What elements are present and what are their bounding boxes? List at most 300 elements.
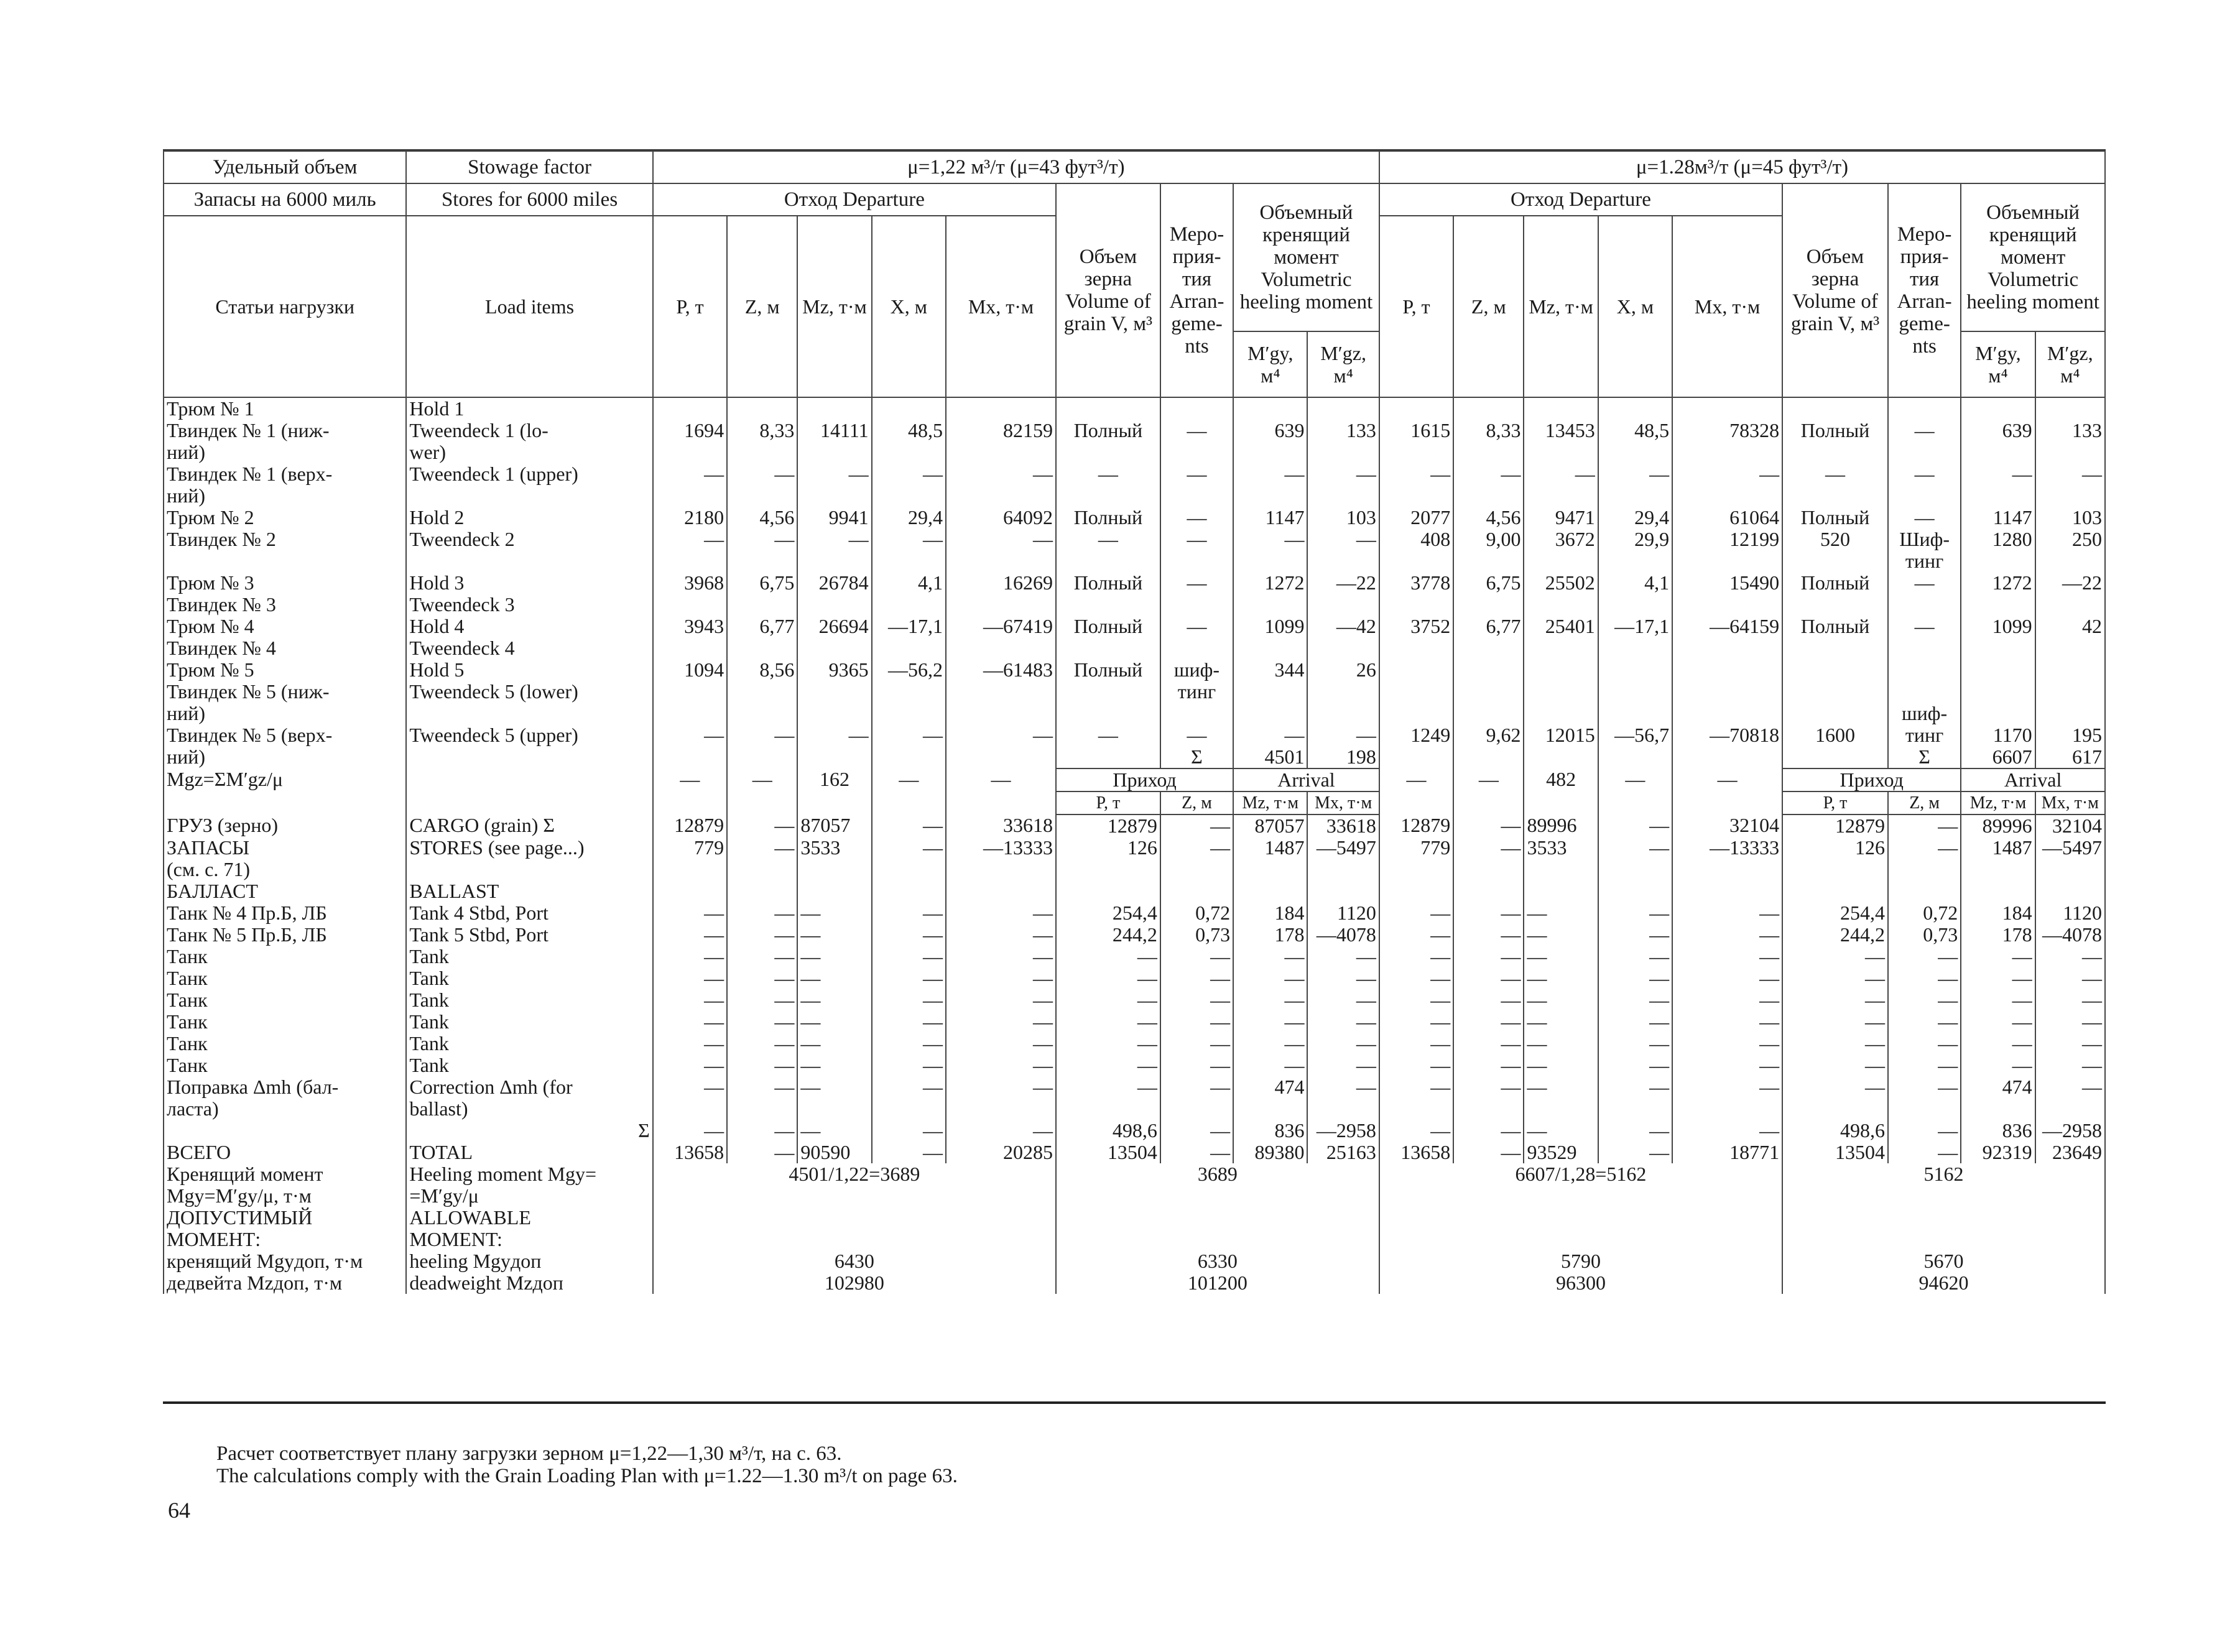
table-cell: 6,77 — [1453, 616, 1524, 637]
table-cell — [727, 441, 797, 463]
table-cell — [1782, 485, 1888, 507]
table-cell: 836 — [1961, 1120, 2035, 1142]
table-cell: Tweendeck 1 (upper) — [406, 463, 652, 485]
table-cell: — — [1598, 1054, 1672, 1076]
table-cell: — — [1307, 1011, 1379, 1033]
table-cell: 1120 — [1307, 902, 1379, 924]
table-cell — [2035, 659, 2105, 681]
table-cell: Танк — [164, 967, 406, 989]
table-cell: — — [1233, 528, 1307, 550]
footnote-en: The calculations comply with the Grain Loading Plan with μ=1.22—1.30 m³/t on page 63. — [216, 1465, 958, 1487]
table-cell: 3533 — [797, 837, 871, 859]
table-cell: — — [872, 902, 946, 924]
table-cell: —13333 — [1672, 837, 1782, 859]
table-cell: — — [1453, 814, 1524, 837]
table-cell — [1888, 659, 1961, 681]
table-cell — [797, 1098, 871, 1120]
table-cell: — — [1782, 463, 1888, 485]
table-cell: — — [1672, 1054, 1782, 1076]
heeling-row — [164, 1163, 2105, 1185]
table-cell: 0,73 — [1160, 924, 1233, 946]
table-cell: — — [1160, 724, 1233, 746]
table-cell: Твиндек № 2 — [164, 528, 406, 550]
table-cell — [1782, 594, 1888, 616]
table-cell: — — [946, 989, 1056, 1011]
table-cell — [1961, 637, 2035, 659]
table-cell: 48,5 — [1598, 420, 1672, 441]
table-cell: — — [1160, 989, 1233, 1011]
table-row — [164, 967, 2105, 989]
table-cell — [653, 485, 727, 507]
table-cell: 16269 — [946, 572, 1056, 594]
table-cell: 1170 — [1961, 724, 2035, 746]
table-cell: 408 — [1379, 528, 1453, 550]
table-cell: Tweendeck 5 (upper) — [406, 724, 652, 746]
table-cell — [1598, 397, 1672, 420]
table-cell: — — [1524, 946, 1598, 967]
table-cell: 1487 — [1961, 837, 2035, 859]
table-row — [164, 814, 2105, 837]
table-cell: — — [946, 768, 1056, 814]
table-cell: — — [1379, 463, 1453, 485]
table-cell: —64159 — [1672, 616, 1782, 637]
table-cell — [797, 880, 871, 902]
table-cell: — — [797, 989, 871, 1011]
table-cell: — — [2035, 1033, 2105, 1054]
table-row — [164, 1098, 2105, 1120]
table-cell: 178 — [1233, 924, 1307, 946]
table-cell — [1160, 637, 1233, 659]
table-cell — [797, 637, 871, 659]
table-cell — [1379, 659, 1453, 681]
table-cell — [653, 637, 727, 659]
table-cell — [1453, 637, 1524, 659]
table-cell: Tank — [406, 1054, 652, 1076]
table-cell: 4,56 — [727, 507, 797, 528]
table-cell: 184 — [1233, 902, 1307, 924]
table-cell — [1961, 1098, 2035, 1120]
table-cell: 836 — [1233, 1120, 1307, 1142]
table-cell — [1888, 485, 1961, 507]
table-cell — [1233, 485, 1307, 507]
table-cell — [1307, 703, 1379, 724]
table-cell: Hold 5 — [406, 659, 652, 681]
table-cell: 133 — [2035, 420, 2105, 441]
table-cell — [653, 441, 727, 463]
table-cell: — — [1961, 1033, 2035, 1054]
table-cell — [797, 681, 871, 703]
table-cell: — — [1782, 967, 1888, 989]
table-cell: — — [1961, 1011, 2035, 1033]
table-cell — [797, 859, 871, 880]
table-cell: BALLAST — [406, 880, 652, 902]
table-cell — [1672, 441, 1782, 463]
table-cell: Tank 5 Stbd, Port — [406, 924, 652, 946]
table-cell: — — [1160, 616, 1233, 637]
table-cell: — — [946, 1033, 1056, 1054]
table-row — [164, 616, 2105, 637]
table-cell: — — [1672, 967, 1782, 989]
table-cell: 13504 — [1056, 1142, 1160, 1163]
header-mu-1: μ=1,22 м³/т (μ=43 фут³/т) — [653, 151, 1379, 183]
table-cell — [1782, 746, 1888, 768]
table-cell: — — [653, 1076, 727, 1098]
table-cell: — — [1524, 924, 1598, 946]
table-cell — [872, 746, 946, 768]
table-cell — [1379, 441, 1453, 463]
table-cell — [1056, 485, 1160, 507]
header-departure-1: Отход Departure — [653, 183, 1056, 216]
table-cell: — — [1888, 946, 1961, 967]
table-cell: — — [1453, 1076, 1524, 1098]
table-cell: — — [653, 924, 727, 946]
header-heeling-1: Объемный кренящий момент Volumetric heeling moment — [1233, 183, 1379, 331]
table-cell: 162 — [797, 768, 871, 814]
table-cell: 102980 — [653, 1272, 1056, 1294]
table-cell: —70818 — [1672, 724, 1782, 746]
table-cell: 8,33 — [727, 420, 797, 441]
table-cell: 13658 — [1379, 1142, 1453, 1163]
table-cell: 254,4 — [1782, 902, 1888, 924]
table-cell: 5670 — [1782, 1250, 2105, 1272]
table-cell: — — [1379, 768, 1453, 814]
table-cell: Σ — [406, 1120, 652, 1142]
table-cell — [1453, 746, 1524, 768]
table-cell: 639 — [1961, 420, 2035, 441]
table-row — [164, 1033, 2105, 1054]
table-cell — [1782, 441, 1888, 463]
table-cell: — — [1453, 946, 1524, 967]
table-cell: — — [1782, 1011, 1888, 1033]
table-cell — [1672, 550, 1782, 572]
table-row — [164, 485, 2105, 507]
table-cell: 87057 — [1233, 814, 1307, 837]
table-cell: 89380 — [1233, 1142, 1307, 1163]
table-cell: 29,4 — [1598, 507, 1672, 528]
table-cell: — — [1961, 989, 2035, 1011]
table-row — [164, 924, 2105, 946]
table-cell: — — [1453, 1142, 1524, 1163]
table-cell — [2035, 550, 2105, 572]
table-cell: — — [1233, 989, 1307, 1011]
table-cell — [1379, 550, 1453, 572]
table-cell — [1782, 1098, 1888, 1120]
table-cell: ний) — [164, 703, 406, 724]
table-cell — [1056, 859, 1160, 880]
table-cell: 6607/1,28=5162 — [1379, 1163, 1782, 1185]
table-cell: —5497 — [1307, 837, 1379, 859]
table-cell — [1307, 637, 1379, 659]
table-cell: 195 — [2035, 724, 2105, 746]
table-cell — [1056, 1229, 1379, 1250]
table-cell — [1307, 880, 1379, 902]
table-cell: — — [727, 837, 797, 859]
table-cell: — — [1524, 989, 1598, 1011]
header-mu-2: μ=1.28м³/т (μ=45 фут³/т) — [1379, 151, 2105, 183]
table-cell: Твиндек № 5 (верх- — [164, 724, 406, 746]
table-cell: Arrival — [1233, 768, 1379, 791]
table-cell: Tweendeck 2 — [406, 528, 652, 550]
table-cell: — — [1453, 1033, 1524, 1054]
table-cell: Hold 4 — [406, 616, 652, 637]
table-cell: ALLOWABLE — [406, 1207, 652, 1229]
table-cell: — — [1672, 463, 1782, 485]
table-cell: — — [1888, 989, 1961, 1011]
table-cell — [1160, 859, 1233, 880]
table-cell — [946, 550, 1056, 572]
table-cell: 4,1 — [872, 572, 946, 594]
table-cell: — — [1961, 463, 2035, 485]
table-cell: — — [727, 1142, 797, 1163]
table-cell: ласта) — [164, 1098, 406, 1120]
table-cell: — — [727, 1011, 797, 1033]
table-cell — [727, 637, 797, 659]
table-cell — [1056, 681, 1160, 703]
table-cell: CARGO (grain) Σ — [406, 814, 652, 837]
table-cell — [1961, 397, 2035, 420]
table-cell — [1233, 637, 1307, 659]
table-cell: — — [1056, 946, 1160, 967]
table-row — [164, 572, 2105, 594]
table-cell: 90590 — [797, 1142, 871, 1163]
table-cell: — — [727, 463, 797, 485]
table-cell: Трюм № 4 — [164, 616, 406, 637]
table-cell — [1160, 550, 1233, 572]
table-cell — [727, 681, 797, 703]
table-cell — [1307, 485, 1379, 507]
table-cell — [1233, 703, 1307, 724]
table-cell: — — [1307, 1054, 1379, 1076]
table-cell: — — [653, 989, 727, 1011]
table-cell: — — [727, 967, 797, 989]
table-cell: —4078 — [1307, 924, 1379, 946]
table-cell — [1782, 659, 1888, 681]
table-cell: — — [1672, 1120, 1782, 1142]
table-cell — [1307, 1098, 1379, 1120]
table-cell: — — [1524, 902, 1598, 924]
header-x-2: X, м — [1598, 216, 1672, 397]
table-cell — [1307, 397, 1379, 420]
header-mz-1: Mz, т·м — [797, 216, 871, 397]
table-cell: 617 — [2035, 746, 2105, 768]
table-cell — [727, 880, 797, 902]
table-cell: — — [1379, 1054, 1453, 1076]
table-cell: 184 — [1961, 902, 2035, 924]
table-row — [164, 746, 2105, 768]
table-cell: — — [1307, 1033, 1379, 1054]
table-cell: — — [946, 902, 1056, 924]
table-cell — [2035, 880, 2105, 902]
table-cell — [1233, 681, 1307, 703]
table-cell: — — [1888, 1054, 1961, 1076]
table-cell: 5790 — [1379, 1250, 1782, 1272]
table-cell: — — [1524, 1011, 1598, 1033]
table-cell: Mx, т·м — [2035, 791, 2105, 814]
table-cell — [1056, 550, 1160, 572]
table-cell: Твиндек № 3 — [164, 594, 406, 616]
table-cell: — — [1782, 1033, 1888, 1054]
table-cell: — — [1160, 507, 1233, 528]
table-cell: — — [1056, 528, 1160, 550]
table-cell — [1598, 681, 1672, 703]
table-cell — [1782, 397, 1888, 420]
table-cell: — — [797, 528, 871, 550]
header-x-1: X, м — [872, 216, 946, 397]
table-cell: 254,4 — [1056, 902, 1160, 924]
table-cell: Танк — [164, 1054, 406, 1076]
table-cell: 1099 — [1961, 616, 2035, 637]
table-cell: 0,72 — [1160, 902, 1233, 924]
table-cell: 13658 — [653, 1142, 727, 1163]
table-cell: — — [1160, 814, 1233, 837]
table-cell: — — [2035, 1054, 2105, 1076]
table-cell: Твиндек № 4 — [164, 637, 406, 659]
table-cell: Поправка Δmh (бал- — [164, 1076, 406, 1098]
table-cell: — — [872, 1142, 946, 1163]
table-cell: — — [1233, 1054, 1307, 1076]
header-volume-1: Объем зерна Volume of grain V, м³ — [1056, 183, 1160, 397]
table-cell: — — [872, 1076, 946, 1098]
table-cell — [1524, 746, 1598, 768]
table-cell: MOMENT: — [406, 1229, 652, 1250]
table-cell — [1453, 1098, 1524, 1120]
table-cell: 29,4 — [872, 507, 946, 528]
table-cell — [1598, 859, 1672, 880]
table-cell — [1782, 550, 1888, 572]
table-cell: — — [872, 528, 946, 550]
header-load-items-ru: Статьи нагрузки — [164, 216, 406, 397]
table-cell — [1598, 659, 1672, 681]
table-cell: Полный — [1782, 572, 1888, 594]
table-cell: — — [1598, 1076, 1672, 1098]
table-cell — [1524, 550, 1598, 572]
table-row — [164, 420, 2105, 441]
table-cell: 15490 — [1672, 572, 1782, 594]
table-cell: — — [1160, 572, 1233, 594]
header-load-items-en: Load items — [406, 216, 652, 397]
table-cell: — — [872, 724, 946, 746]
table-cell — [653, 746, 727, 768]
table-cell: тинг — [1888, 550, 1961, 572]
table-cell: 4501 — [1233, 746, 1307, 768]
table-cell: 8,33 — [1453, 420, 1524, 441]
table-cell: Полный — [1056, 572, 1160, 594]
table-cell: 42 — [2035, 616, 2105, 637]
table-cell — [406, 550, 652, 572]
table-cell: Полный — [1782, 616, 1888, 637]
header-p-2: P, т — [1379, 216, 1453, 397]
allowable-heeling-row — [164, 1250, 2105, 1272]
table-cell — [1233, 550, 1307, 572]
table-cell: —17,1 — [872, 616, 946, 637]
table-cell: — — [1598, 1033, 1672, 1054]
table-cell: 474 — [1961, 1076, 2035, 1098]
table-cell — [727, 550, 797, 572]
table-cell: 1487 — [1233, 837, 1307, 859]
table-cell: Tweendeck 4 — [406, 637, 652, 659]
table-cell: — — [1598, 1011, 1672, 1033]
table-cell: 32104 — [2035, 814, 2105, 837]
table-cell: Полный — [1056, 659, 1160, 681]
table-cell — [1524, 659, 1598, 681]
table-cell: —13333 — [946, 837, 1056, 859]
table-cell — [1056, 1207, 1379, 1229]
table-cell: — — [727, 814, 797, 837]
table-cell — [872, 880, 946, 902]
table-cell: — — [727, 989, 797, 1011]
table-cell — [1888, 441, 1961, 463]
table-cell: 12015 — [1524, 724, 1598, 746]
table-cell: 12879 — [1379, 814, 1453, 837]
table-cell: — — [653, 463, 727, 485]
table-cell: — — [1598, 814, 1672, 837]
table-cell — [1379, 637, 1453, 659]
table-cell — [1453, 659, 1524, 681]
table-cell — [1307, 441, 1379, 463]
table-row — [164, 1076, 2105, 1098]
table-cell: 4501/1,22=3689 — [653, 1163, 1056, 1185]
table-cell: — — [1524, 1054, 1598, 1076]
table-cell: 64092 — [946, 507, 1056, 528]
table-cell: — — [1160, 528, 1233, 550]
table-cell: Σ — [1888, 746, 1961, 768]
table-cell: — — [872, 463, 946, 485]
table-cell: 25502 — [1524, 572, 1598, 594]
table-cell: P, т — [1056, 791, 1160, 814]
table-cell: 1099 — [1233, 616, 1307, 637]
table-cell — [1598, 637, 1672, 659]
table-cell: — — [1598, 967, 1672, 989]
table-cell: 23649 — [2035, 1142, 2105, 1163]
table-cell: Полный — [1056, 507, 1160, 528]
table-cell: 2077 — [1379, 507, 1453, 528]
table-cell — [872, 681, 946, 703]
table-cell: — — [946, 1011, 1056, 1033]
table-cell — [727, 746, 797, 768]
header-mx-2: Mx, т·м — [1672, 216, 1782, 397]
table-cell — [164, 550, 406, 572]
table-cell: 89996 — [1961, 814, 2035, 837]
table-cell — [1961, 880, 2035, 902]
table-cell: 9941 — [797, 507, 871, 528]
table-cell: — — [1524, 463, 1598, 485]
table-cell: 93529 — [1524, 1142, 1598, 1163]
table-cell: 520 — [1782, 528, 1888, 550]
table-cell — [1782, 1229, 2105, 1250]
table-cell — [406, 859, 652, 880]
table-cell: шиф- — [1888, 703, 1961, 724]
table-cell — [1961, 659, 2035, 681]
table-cell: — — [2035, 989, 2105, 1011]
table-cell: — — [1056, 967, 1160, 989]
table-cell: — — [2035, 463, 2105, 485]
table-cell — [1056, 746, 1160, 768]
table-cell: дедвейта Mzдоп, т·м — [164, 1272, 406, 1294]
table-cell: — — [1453, 768, 1524, 814]
table-cell — [1160, 880, 1233, 902]
table-cell: — — [1524, 1076, 1598, 1098]
table-cell: 14111 — [797, 420, 871, 441]
table-cell: Hold 3 — [406, 572, 652, 594]
table-cell — [653, 550, 727, 572]
table-row — [164, 637, 2105, 659]
table-cell: — — [1453, 1054, 1524, 1076]
page-number: 64 — [168, 1498, 190, 1523]
table-cell — [1672, 681, 1782, 703]
table-cell — [946, 746, 1056, 768]
table-cell: — — [727, 1054, 797, 1076]
table-cell: 92319 — [1961, 1142, 2035, 1163]
